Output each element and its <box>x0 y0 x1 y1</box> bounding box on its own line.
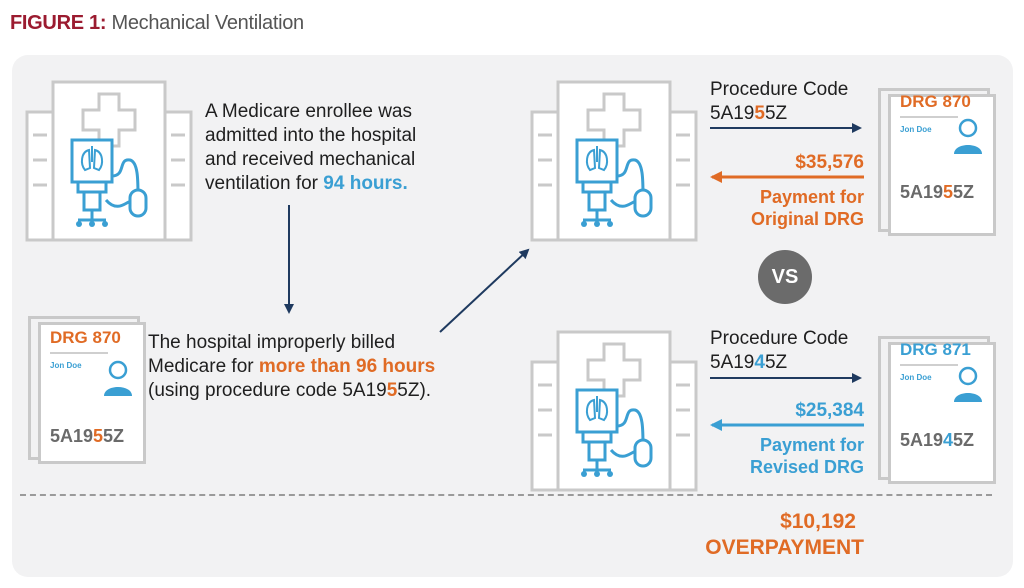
code-prefix: 5A19 <box>900 182 944 202</box>
billed-claim-document <box>28 316 146 464</box>
billed-hours: more than 96 hours <box>258 356 436 377</box>
patient-icon <box>950 364 986 404</box>
code-suffix: 5Z <box>764 352 788 373</box>
patient-name: Jon Doe <box>900 125 932 134</box>
payment-label-line: Original DRG <box>750 209 864 229</box>
original-drg-document <box>878 88 996 236</box>
code-suffix: 5Z <box>953 182 975 202</box>
code-prefix: 5A19 <box>710 352 755 373</box>
admission-line: and received mechanical <box>205 149 416 170</box>
revised-drg-document <box>878 336 996 484</box>
figure-title-text: Mechanical Ventilation <box>111 12 304 34</box>
procedure-label: Procedure Code <box>710 328 849 349</box>
actual-hours: 94 hours. <box>323 173 408 194</box>
original-procedure-text <box>710 78 848 126</box>
original-payment-amount: $35,576 <box>795 152 864 173</box>
procedure-label: Procedure Code <box>710 79 849 100</box>
drg-label: DRG 870 <box>900 92 971 111</box>
billing-line: The hospital improperly billed <box>148 332 396 353</box>
admission-line: A Medicare enrollee was <box>205 101 412 122</box>
admission-line-prefix: ventilation for <box>205 173 324 194</box>
billing-line <box>148 355 435 379</box>
code-digit: 4 <box>754 352 765 373</box>
code-prefix: 5A19 <box>50 426 94 446</box>
revised-payment-label <box>750 434 864 478</box>
code-prefix: 5A19 <box>900 430 944 450</box>
overpayment-label: OVERPAYMENT <box>705 536 864 559</box>
code-prefix: 5A19 <box>710 103 755 124</box>
billing-line <box>148 379 435 403</box>
dashed-divider <box>20 494 992 496</box>
figure-label: FIGURE 1: <box>10 12 107 34</box>
code-suffix: 5Z <box>953 430 975 450</box>
billing-line-prefix: Medicare for <box>148 356 259 377</box>
billing-text <box>148 331 435 403</box>
patient-icon <box>100 358 136 398</box>
payment-label-line: Revised DRG <box>749 457 864 477</box>
billing-code-digit: 5 <box>386 380 398 401</box>
admission-line <box>205 172 416 196</box>
procedure-code <box>50 426 124 447</box>
revised-payment-amount: $25,384 <box>795 400 864 421</box>
procedure-code <box>710 102 848 126</box>
code-digit: 5 <box>754 103 765 124</box>
code-digit: 5 <box>93 426 104 446</box>
overpayment-amount: $10,192 <box>780 510 856 533</box>
billing-code-prefix: (using procedure code 5A19 <box>148 380 387 401</box>
procedure-code <box>900 182 974 203</box>
code-suffix: 5Z <box>764 103 788 124</box>
diagonal-arrow <box>440 250 528 332</box>
code-digit: 5 <box>943 182 954 202</box>
code-digit: 4 <box>943 430 954 450</box>
patient-icon <box>950 116 986 156</box>
procedure-code <box>710 351 848 375</box>
drg-label: DRG 870 <box>50 328 121 347</box>
versus-badge: VS <box>758 250 812 304</box>
billing-code-suffix: 5Z). <box>397 380 432 401</box>
admission-line: admitted into the hospital <box>205 125 417 146</box>
admission-text <box>205 100 416 196</box>
original-payment-label <box>751 186 864 230</box>
revised-procedure-text <box>710 327 848 375</box>
patient-name: Jon Doe <box>50 361 82 370</box>
procedure-code <box>900 430 974 451</box>
payment-label-line: Payment for <box>759 187 864 207</box>
patient-name: Jon Doe <box>900 373 932 382</box>
payment-label-line: Payment for <box>759 435 864 455</box>
code-suffix: 5Z <box>103 426 125 446</box>
drg-label: DRG 871 <box>900 340 971 359</box>
